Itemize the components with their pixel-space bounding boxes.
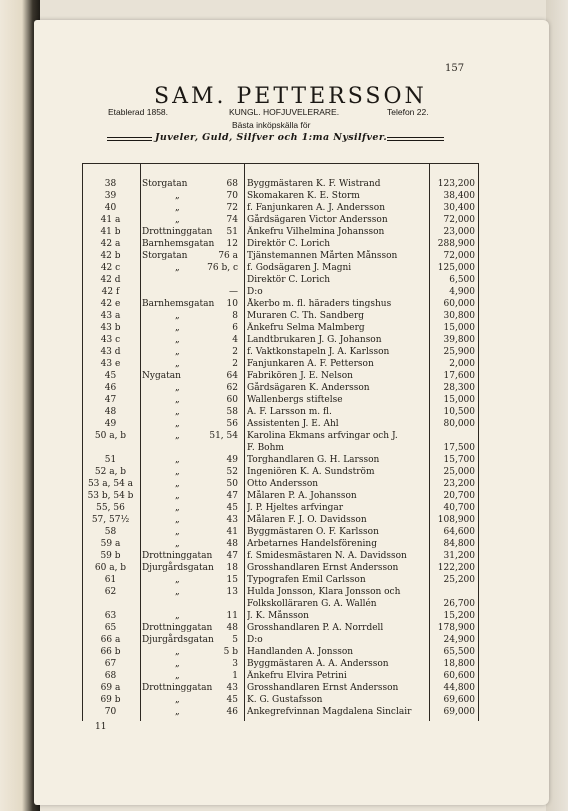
cell-owner: Grosshandlaren Ernst Andersson — [247, 563, 399, 573]
cell-value: 6,500 — [449, 275, 475, 285]
cell-house-number: 60 „ — [175, 395, 238, 405]
property-table — [82, 163, 479, 721]
ditto-mark: „ — [175, 587, 180, 597]
cell-owner: Fanjunkaren A. F. Petterson — [247, 359, 374, 369]
cell-value: 18,800 — [443, 659, 475, 669]
cell-street: Nygatan — [142, 371, 181, 381]
ditto-mark: „ — [175, 671, 180, 681]
table-row — [83, 310, 478, 322]
ditto-mark: „ — [175, 515, 180, 525]
cell-house-number: 12 — [226, 239, 238, 249]
cell-number: 49 — [104, 419, 117, 429]
cell-house-number: 2 „ — [175, 347, 238, 357]
cell-value: 23,200 — [443, 479, 475, 489]
cell-number: 42 e — [100, 299, 121, 309]
table-row — [83, 334, 478, 346]
table-row — [83, 190, 478, 202]
cell-street: Barnhemsgatan — [142, 239, 215, 249]
cell-value: 15,700 — [443, 455, 475, 465]
cell-number: 43 c — [100, 335, 121, 345]
cell-owner: Gårdsägaren K. Andersson — [247, 383, 370, 393]
cell-owner: Grosshandlaren P. A. Norrdell — [247, 623, 384, 633]
cell-owner: J. K. Månsson — [247, 611, 309, 621]
table-row — [83, 610, 478, 622]
table-row — [83, 262, 478, 274]
cell-owner: Målaren P. A. Johansson — [247, 491, 357, 501]
ditto-mark: „ — [175, 455, 180, 465]
cell-house-number: 5 b „ — [175, 647, 238, 657]
table-row — [83, 346, 478, 358]
ditto-mark: „ — [175, 335, 180, 345]
table-row — [83, 250, 478, 262]
ditto-mark: „ — [175, 659, 180, 669]
cell-house-number: 43 „ — [175, 515, 238, 525]
cell-number: 41 a — [100, 215, 121, 225]
cell-street: Drottninggatan — [142, 551, 213, 561]
cell-number: 50 a, b — [94, 431, 127, 441]
table-row — [83, 646, 478, 658]
cell-value: 64,600 — [443, 527, 475, 537]
cell-owner: Grosshandlaren Ernst Andersson — [247, 683, 399, 693]
cell-house-number: 58 „ — [175, 407, 238, 417]
cell-street: Djurgårdsgatan — [142, 635, 214, 645]
cell-owner: Änkefru Vilhelmina Johansson — [247, 227, 385, 237]
cell-value: 39,800 — [443, 335, 475, 345]
cell-value: 72,000 — [443, 215, 475, 225]
cell-number: 42 b — [100, 251, 121, 261]
cell-owner: D:o — [247, 635, 263, 645]
cell-street: Djurgårdsgatan — [142, 563, 214, 573]
cell-house-number: 76 a — [218, 251, 238, 261]
table-row — [83, 286, 478, 298]
cell-value: 31,200 — [443, 551, 475, 561]
cell-value: 15,000 — [443, 395, 475, 405]
cell-house-number: 3 „ — [175, 659, 238, 669]
cell-house-number: 68 — [226, 179, 238, 189]
cell-owner: Ingeniören K. A. Sundström — [247, 467, 375, 477]
cell-number: 69 b — [100, 695, 121, 705]
cell-number: 68 — [104, 671, 117, 681]
cell-value: 44,800 — [443, 683, 475, 693]
cell-house-number: 70 „ — [175, 191, 238, 201]
ditto-mark: „ — [175, 395, 180, 405]
table-row — [83, 178, 478, 190]
cell-owner: Ankegrefvinnan Magdalena Sinclair — [247, 707, 412, 717]
table-row — [83, 466, 478, 478]
cell-house-number: 49 „ — [175, 455, 238, 465]
cell-value: 20,700 — [443, 491, 475, 501]
cell-value: 4,900 — [449, 287, 475, 297]
table-row — [83, 214, 478, 226]
cell-value: 125,000 — [437, 263, 475, 273]
ditto-mark: „ — [175, 695, 180, 705]
cell-number: 47 — [104, 395, 117, 405]
cell-number: 66 b — [100, 647, 121, 657]
table-row — [83, 358, 478, 370]
cell-house-number: 45 „ — [175, 695, 238, 705]
ditto-mark: „ — [175, 263, 180, 273]
cell-number: 46 — [104, 383, 117, 393]
cell-value: 23,000 — [443, 227, 475, 237]
cell-house-number: 46 „ — [175, 707, 238, 717]
cell-number: 55, 56 — [96, 503, 125, 513]
cell-house-number: 48 — [226, 623, 238, 633]
table-row — [83, 622, 478, 634]
ditto-mark: „ — [175, 647, 180, 657]
cell-owner: Fabrikören J. E. Nelson — [247, 371, 353, 381]
cell-owner: Målaren F. J. O. Davidsson — [247, 515, 367, 525]
ditto-mark: „ — [175, 479, 180, 489]
cell-owner: Torghandlaren G. H. Larsson — [247, 455, 380, 465]
table-row — [83, 430, 478, 442]
advert-title: KUNGL. HOFJUVELERARE. — [229, 107, 340, 117]
table-row — [83, 226, 478, 238]
cell-number: 48 — [104, 407, 117, 417]
cell-house-number: 6 „ — [175, 323, 238, 333]
table-row — [83, 406, 478, 418]
cell-value: 2,000 — [449, 359, 475, 369]
cell-house-number: 51, 54 „ — [175, 431, 238, 441]
cell-value: 25,900 — [443, 347, 475, 357]
cell-owner: Åkerbo m. fl. häraders tingshus — [247, 299, 392, 309]
cell-owner: K. G. Gustafsson — [247, 695, 323, 705]
ditto-mark: „ — [175, 347, 180, 357]
table-row — [83, 586, 478, 598]
cell-house-number: — — [229, 287, 238, 297]
cell-number: 67 — [104, 659, 117, 669]
cell-number: 63 — [104, 611, 117, 621]
cell-owner: Byggmästaren O. F. Karlsson — [247, 527, 379, 537]
table-row — [83, 502, 478, 514]
cell-street: Storgatan — [142, 179, 188, 189]
table-row — [83, 490, 478, 502]
cell-number: 66 a — [100, 635, 121, 645]
cell-house-number: 45 „ — [175, 503, 238, 513]
table-row — [83, 322, 478, 334]
ditto-mark: „ — [175, 215, 180, 225]
table-row — [83, 538, 478, 550]
cell-house-number: 2 „ — [175, 359, 238, 369]
cell-house-number: 1 „ — [175, 671, 238, 681]
book-edge — [546, 0, 568, 811]
cell-number: 58 — [104, 527, 117, 537]
cell-house-number: 51 — [226, 227, 238, 237]
cell-owner: Änkefru Elvira Petrini — [247, 671, 347, 681]
advert-products — [107, 132, 437, 144]
cell-owner: f. Godsägaren J. Magni — [247, 263, 352, 273]
cell-owner: Folkskolläraren G. A. Wallén — [247, 599, 377, 609]
table-row — [83, 478, 478, 490]
cell-value: 123,200 — [437, 179, 475, 189]
cell-owner: Tjänstemannen Mårten Månsson — [247, 251, 398, 261]
cell-value: 288,900 — [437, 239, 475, 249]
cell-value: 72,000 — [443, 251, 475, 261]
cell-number: 65 — [104, 623, 117, 633]
cell-owner: J. P. Hjeltes arfvingar — [247, 503, 344, 513]
cell-number: 43 e — [100, 359, 121, 369]
ditto-mark: „ — [175, 503, 180, 513]
ditto-mark: „ — [175, 491, 180, 501]
cell-owner: Gårdsägaren Victor Andersson — [247, 215, 388, 225]
cell-number: 42 f — [101, 287, 120, 297]
ditto-mark: „ — [175, 203, 180, 213]
table-row — [83, 682, 478, 694]
cell-owner: Muraren C. Th. Sandberg — [247, 311, 365, 321]
cell-number: 59 a — [100, 539, 121, 549]
cell-owner: Änkefru Selma Malmberg — [247, 323, 365, 333]
cell-number: 60 a, b — [94, 563, 127, 573]
cell-owner: f. Fanjunkaren A. J. Andersson — [247, 203, 386, 213]
table-row — [83, 562, 478, 574]
cell-house-number: 15 „ — [175, 575, 238, 585]
page-number: 157 — [445, 63, 465, 74]
cell-value: 69,600 — [443, 695, 475, 705]
ditto-mark: „ — [175, 323, 180, 333]
ditto-mark: „ — [175, 707, 180, 717]
cell-owner: Wallenbergs stiftelse — [247, 395, 343, 405]
cell-house-number: 18 — [226, 563, 238, 573]
cell-street: Drottninggatan — [142, 683, 213, 693]
table-row — [83, 634, 478, 646]
cell-house-number: 10 — [226, 299, 238, 309]
advert-firm-name: SAM. PETTERSSON — [154, 84, 427, 109]
cell-owner: Hulda Jonsson, Klara Jonsson och — [247, 587, 401, 597]
cell-number: 69 a — [100, 683, 121, 693]
cell-street: Drottninggatan — [142, 623, 213, 633]
cell-value: 28,300 — [443, 383, 475, 393]
cell-owner: F. Bohm — [247, 443, 284, 453]
cell-value: 24,900 — [443, 635, 475, 645]
cell-street: Barnhemsgatan — [142, 299, 215, 309]
cell-house-number: 8 „ — [175, 311, 238, 321]
ditto-mark: „ — [175, 359, 180, 369]
cell-number: 41 b — [100, 227, 121, 237]
cell-value: 17,500 — [443, 443, 475, 453]
cell-number: 43 a — [100, 311, 121, 321]
cell-number: 53 b, 54 b — [87, 491, 134, 501]
table-row — [83, 454, 478, 466]
cell-number: 62 — [104, 587, 117, 597]
cell-house-number: 5 — [232, 635, 238, 645]
cell-owner: Byggmästaren A. A. Andersson — [247, 659, 389, 669]
cell-value: 30,800 — [443, 311, 475, 321]
cell-house-number: 13 „ — [175, 587, 238, 597]
cell-value: 178,900 — [437, 623, 475, 633]
cell-street: Drottninggatan — [142, 227, 213, 237]
cell-house-number: 48 „ — [175, 539, 238, 549]
advert-tagline: Bästa inköpskälla för — [232, 120, 311, 130]
table-row — [83, 670, 478, 682]
cell-house-number: 74 „ — [175, 215, 238, 225]
cell-house-number: 47 „ — [175, 491, 238, 501]
advert-established: Etablerad 1858. — [108, 107, 169, 117]
cell-house-number: 11 „ — [175, 611, 238, 621]
cell-number: 45 — [104, 371, 117, 381]
table-row — [83, 658, 478, 670]
cell-value: 17,600 — [443, 371, 475, 381]
cell-number: 59 b — [100, 551, 121, 561]
page-footer: 11 — [95, 722, 107, 732]
cell-value: 65,500 — [443, 647, 475, 657]
ditto-mark: „ — [175, 611, 180, 621]
cell-value: 40,700 — [443, 503, 475, 513]
table-row — [83, 202, 478, 214]
cell-value: 108,900 — [437, 515, 475, 525]
cell-house-number: 72 „ — [175, 203, 238, 213]
ditto-mark: „ — [175, 539, 180, 549]
cell-number: 70 — [104, 707, 117, 717]
advert-phone: Telefon 22. — [387, 107, 429, 117]
cell-value: 80,000 — [443, 419, 475, 429]
cell-value: 84,800 — [443, 539, 475, 549]
ditto-mark: „ — [175, 311, 180, 321]
ditto-mark: „ — [175, 419, 180, 429]
cell-number: 43 d — [100, 347, 121, 357]
ditto-mark: „ — [175, 467, 180, 477]
cell-owner: A. F. Larsson m. fl. — [247, 407, 332, 417]
cell-number: 57, 57½ — [91, 515, 130, 525]
cell-owner: D:o — [247, 287, 263, 297]
cell-value: 10,500 — [443, 407, 475, 417]
cell-owner: Assistenten J. E. Ahl — [247, 419, 339, 429]
cell-house-number: 62 „ — [175, 383, 238, 393]
table-row — [83, 442, 478, 454]
cell-house-number: 43 — [226, 683, 238, 693]
cell-owner: Skomakaren K. E. Storm — [247, 191, 360, 201]
table-row — [83, 274, 478, 286]
cell-value: 15,000 — [443, 323, 475, 333]
ditto-mark: „ — [175, 527, 180, 537]
ditto-mark: „ — [175, 575, 180, 585]
cell-owner: Direktör C. Lorich — [247, 275, 331, 285]
cell-house-number: 56 „ — [175, 419, 238, 429]
table-row — [83, 382, 478, 394]
cell-value: 25,000 — [443, 467, 475, 477]
cell-number: 51 — [104, 455, 117, 465]
cell-owner: Arbetarnes Handelsförening — [247, 539, 377, 549]
cell-number: 53 a, 54 a — [87, 479, 134, 489]
table-row — [83, 598, 478, 610]
cell-value: 15,200 — [443, 611, 475, 621]
cell-house-number: 4 „ — [175, 335, 238, 345]
cell-owner: Handlanden A. Jonsson — [247, 647, 354, 657]
advert-products-text: Juveler, Guld, Silfver och 1:ma Nysilfver. — [155, 132, 388, 143]
cell-owner: Karolina Ekmans arfvingar och J. — [247, 431, 398, 441]
rule-left — [107, 137, 152, 141]
ditto-mark: „ — [175, 407, 180, 417]
cell-house-number: 76 b, c „ — [175, 263, 238, 273]
rule-right — [387, 137, 444, 141]
cell-owner: Direktör C. Lorich — [247, 239, 331, 249]
cell-value: 122,200 — [437, 563, 475, 573]
cell-owner: Otto Andersson — [247, 479, 319, 489]
cell-value: 26,700 — [443, 599, 475, 609]
ditto-mark: „ — [175, 431, 180, 441]
cell-number: 38 — [104, 179, 117, 189]
table-row — [83, 514, 478, 526]
cell-house-number: 52 „ — [175, 467, 238, 477]
cell-house-number: 64 — [226, 371, 238, 381]
cell-number: 61 — [104, 575, 117, 585]
ditto-mark: „ — [175, 383, 180, 393]
cell-value: 60,600 — [443, 671, 475, 681]
cell-value: 30,400 — [443, 203, 475, 213]
table-row — [83, 550, 478, 562]
cell-house-number: 50 „ — [175, 479, 238, 489]
cell-owner: f. Vaktkonstapeln J. A. Karlsson — [247, 347, 390, 357]
table-row — [83, 394, 478, 406]
cell-street: Storgatan — [142, 251, 188, 261]
cell-owner: Byggmästaren K. F. Wistrand — [247, 179, 381, 189]
cell-number: 39 — [104, 191, 117, 201]
ditto-mark: „ — [175, 191, 180, 201]
cell-house-number: 47 — [226, 551, 238, 561]
cell-value: 60,000 — [443, 299, 475, 309]
cell-owner: f. Smidesmästaren N. A. Davidsson — [247, 551, 407, 561]
table-row — [83, 370, 478, 382]
cell-value: 69,000 — [443, 707, 475, 717]
table-row — [83, 238, 478, 250]
table-row — [83, 298, 478, 310]
table-row — [83, 706, 478, 718]
table-row — [83, 574, 478, 586]
table-row — [83, 694, 478, 706]
table-row — [83, 526, 478, 538]
cell-value: 25,200 — [443, 575, 475, 585]
cell-value: 38,400 — [443, 191, 475, 201]
cell-owner: Typografen Emil Carlsson — [247, 575, 366, 585]
cell-number: 52 a, b — [94, 467, 127, 477]
cell-number: 43 b — [100, 323, 121, 333]
cell-number: 42 d — [100, 275, 121, 285]
cell-owner: Landtbrukaren J. G. Johanson — [247, 335, 382, 345]
cell-number: 42 c — [100, 263, 121, 273]
cell-number: 40 — [104, 203, 117, 213]
table-row — [83, 418, 478, 430]
cell-house-number: 41 „ — [175, 527, 238, 537]
cell-number: 42 a — [100, 239, 121, 249]
